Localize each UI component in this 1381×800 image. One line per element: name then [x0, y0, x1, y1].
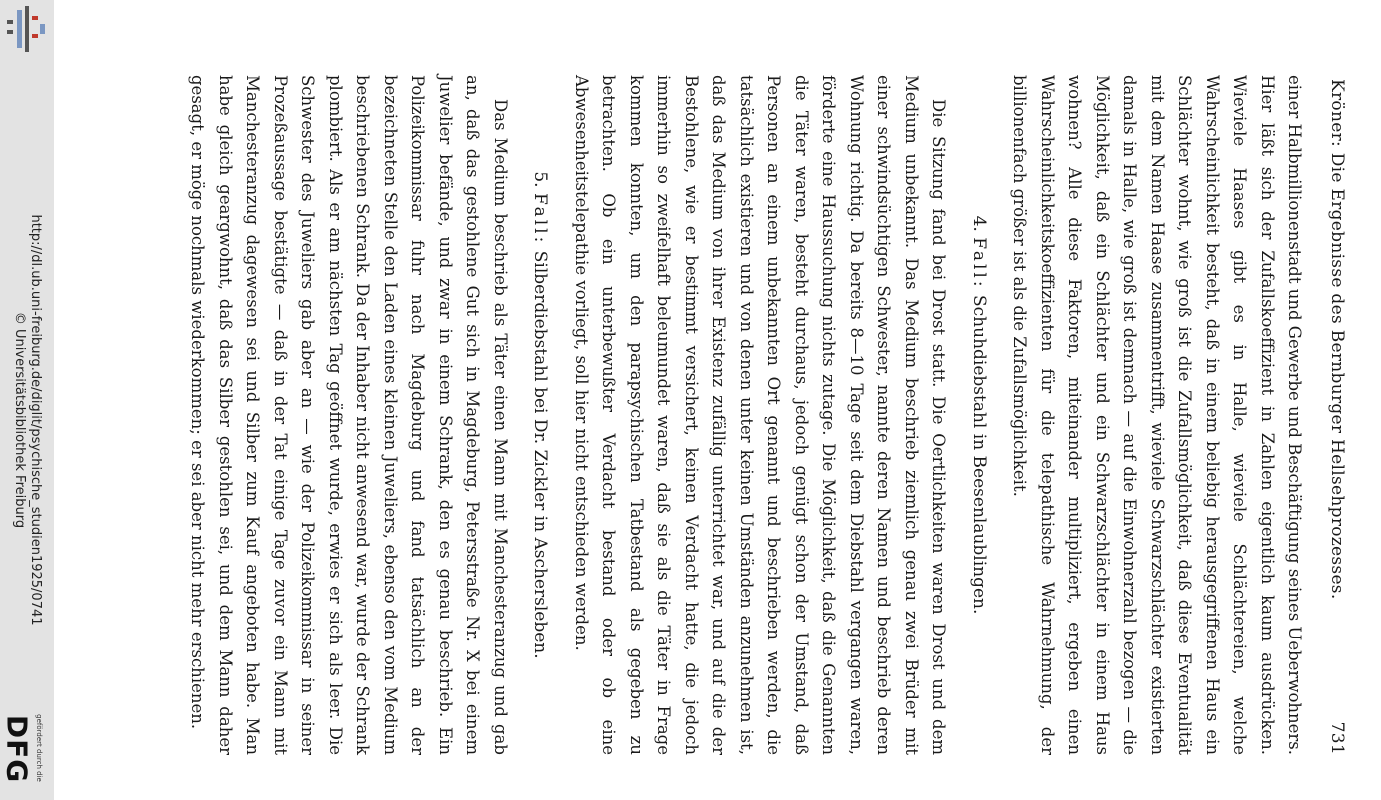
scanned-page: [120, 75, 1350, 755]
header-title: Kröner: Die Ergebnisse des Bernburger Hellsehprozesses.: [1327, 79, 1347, 600]
case4-heading: [965, 75, 993, 755]
case4-paragraph: Die Sitzung fand bei Drost statt. Die Oertlichkeiten waren Drost und dem Medium unbekannt. Das Medium beschrieb ziemlich genau zwei Brüder mit einer schwindsüchtigen Schwester, nannte deren Namen und beschrieb deren Wohnung richtig. Da bereits 8—10 Tage seit dem Diebstahl vergangen waren, förderte eine Haussuchung nichts zutage. Die Möglichkeit, daß die Genannten die Täter waren, besteht durchaus, jedoch genügt schon der Umstand, daß Personen an einem unbekannten Ort genannt und beschrieben werden, die tatsächlich existieren und von denen unter keinen Umständen anzunehmen ist, daß das Medium von ihrer Existenz zufällig unterrichtet war, und auf die der Bestohlene, wie er bestimmt versichert, keinen Verdacht hatte, die jedoch immerhin so zweifelhaft beleumundet waren, daß sie als die Täter in Frage kommen konnten, um den parapsychischen Tatbestand als gegeben zu betrachten. Ob ein unterbewußter Verdacht bestand oder ob eine Abwesenheitstelepathie vorliegt, soll hier nicht entschieden werden.: [572, 75, 949, 755]
case5-heading: [526, 75, 554, 755]
source-url[interactable]: http://dl.ub.uni-freiburg.de/diglit/psychische_studien1925/0741: [28, 214, 43, 626]
case5-title: Silberdiebstahl bei Dr. Zickler in Aschersleben.: [530, 250, 551, 659]
university-library-logo-icon: [3, 6, 47, 52]
copyright-notice: © Universitätsbibliothek Freiburg: [12, 311, 27, 529]
case5-label: Fall:: [530, 192, 551, 246]
case4-number: 4.: [969, 215, 989, 232]
case5-number: 5.: [530, 171, 551, 188]
source-info: [11, 160, 43, 680]
case4-title: Schuhdiebstahl in Beesenlaublingen.: [969, 295, 989, 615]
dfg-logo-text: DFG: [0, 714, 34, 784]
case5-paragraph: Das Medium beschrieb als Täter einen Mann mit Manchesteranzug und gab an, daß das gestohlene Gut sich in Magdeburg, Petersstraße Nr. X bei einem Juwelier befände, und zwar in einem Schrank, den es genau beschrieb. Ein Polizeikommissar fuhr nach Magdeburg und fand tatsächlich an der bezeichneten Stelle den Laden eines kleinen Juweliers, ebenso den vom Medium beschriebenen Schrank. Da der Inhaber nicht anwesend war, wurde der Schrank plombiert. Als er am nächsten Tag geöffnet wurde, erwies er sich als leer. Die Schwester des Juweliers gab aber an — wie der Polizeikommissar in seiner Prozeßaussage bestätigte — daß in der Tat einige Tage zuvor ein Mann mit Manchesteranzug dagewesen sei und Silber zum Kauf angeboten habe. Man habe gleich geargwohnt, daß das Silber gestohlen sei, und dem Mann daher gesagt, er möge nochmals wiederkommen; er sei aber nicht mehr erschienen.: [188, 75, 510, 755]
running-header: [1323, 75, 1351, 755]
scanned-page-area: [120, 75, 1350, 755]
viewer-sidebar: [0, 0, 54, 800]
case4-label: Fall:: [969, 237, 989, 290]
dfg-logo: [2, 700, 52, 795]
funded-by-label: gefördert durch die: [35, 713, 43, 782]
intro-paragraph: einer Halbmillionenstadt und Gewerbe und Beschäftigung seines Ueberwohners. Hier läßt sich der Zufallskoeffizient in Zahlen eigentlich kaum ausdrücken. Wieviele Haases gibt es in Halle, wieviele Schlächtereien, welche Wahrscheinlichkeit besteht, daß in einem beliebig herausgegriffenen Haus ein Schlächter wohnt, wie groß ist die Zufallsmöglichkeit, daß diese Eventualität mit dem Namen Haase zusammentrifft, wieviele Schwarzschlächter existierten damals in Halle, wie groß ist demnach — auf die Einwohnerzahl bezogen — die Möglichkeit, daß ein Schlächter und ein Schwarzschlächter in einem Haus wohnen? Alle diese Faktoren, miteinander multipliziert, ergeben einen Wahrscheinlichkeitskoeffizienten für die telepathische Wahrnehmung, der billionenfach größer ist als die Zufallsmöglichkeit.: [1010, 75, 1305, 755]
page-number: 731: [1327, 721, 1347, 755]
